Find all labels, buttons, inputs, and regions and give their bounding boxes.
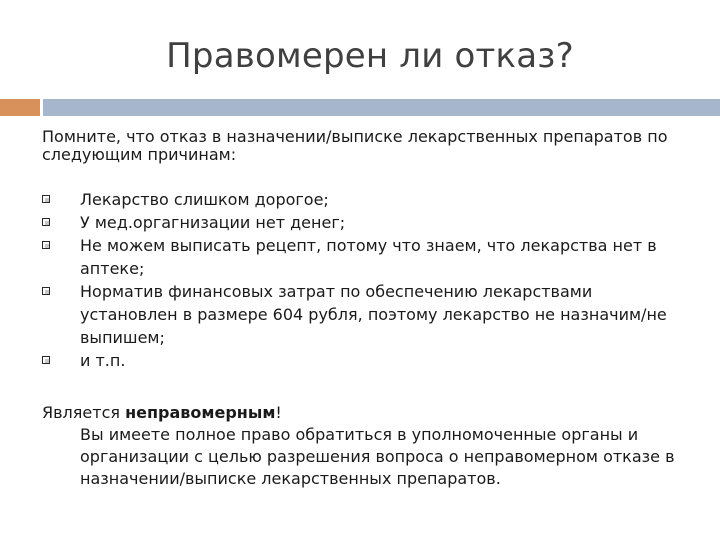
square-bullet-icon (42, 241, 50, 249)
conclusion-lead: Является (42, 403, 126, 422)
list-item-text: Не можем выписать рецепт, потому что знаем, что лекарства нет в аптеке; (80, 236, 657, 278)
list-item (42, 211, 682, 234)
square-bullet-icon (42, 356, 50, 364)
conclusion (42, 402, 702, 490)
list-item-text: Норматив финансовых затрат по обеспечению лекарствами установлен в размере 604 рубля, поэтому лекарство не назначим/не выпишем; (80, 282, 667, 347)
conclusion-detail: Вы имеете полное право обратиться в уполномоченные органы и организации с целью разрешения вопроса о неправомерном отказе в назначении/выписке лекарственных препаратов. (80, 425, 675, 488)
slide-title: Правомерен ли отказ? (166, 36, 574, 76)
list-item (42, 280, 682, 349)
reasons-list (42, 188, 682, 372)
intro-text: Помните, что отказ в назначении/выписке лекарственных препаратов по следующим причинам: (42, 127, 668, 164)
title-divider-accent (0, 99, 40, 116)
conclusion-trail: ! (275, 403, 282, 422)
title-divider-bar (43, 99, 720, 116)
square-bullet-icon (42, 195, 50, 203)
square-bullet-icon (42, 218, 50, 226)
conclusion-emphasis: неправомерным (125, 403, 276, 422)
list-item (42, 188, 682, 211)
square-bullet-icon (42, 287, 50, 295)
list-item-text: и т.п. (80, 351, 126, 370)
list-item (42, 234, 682, 280)
list-item-text: У мед.оргагнизации нет денег; (80, 213, 346, 232)
list-item (42, 349, 682, 372)
list-item-text: Лекарство слишком дорогое; (80, 190, 329, 209)
